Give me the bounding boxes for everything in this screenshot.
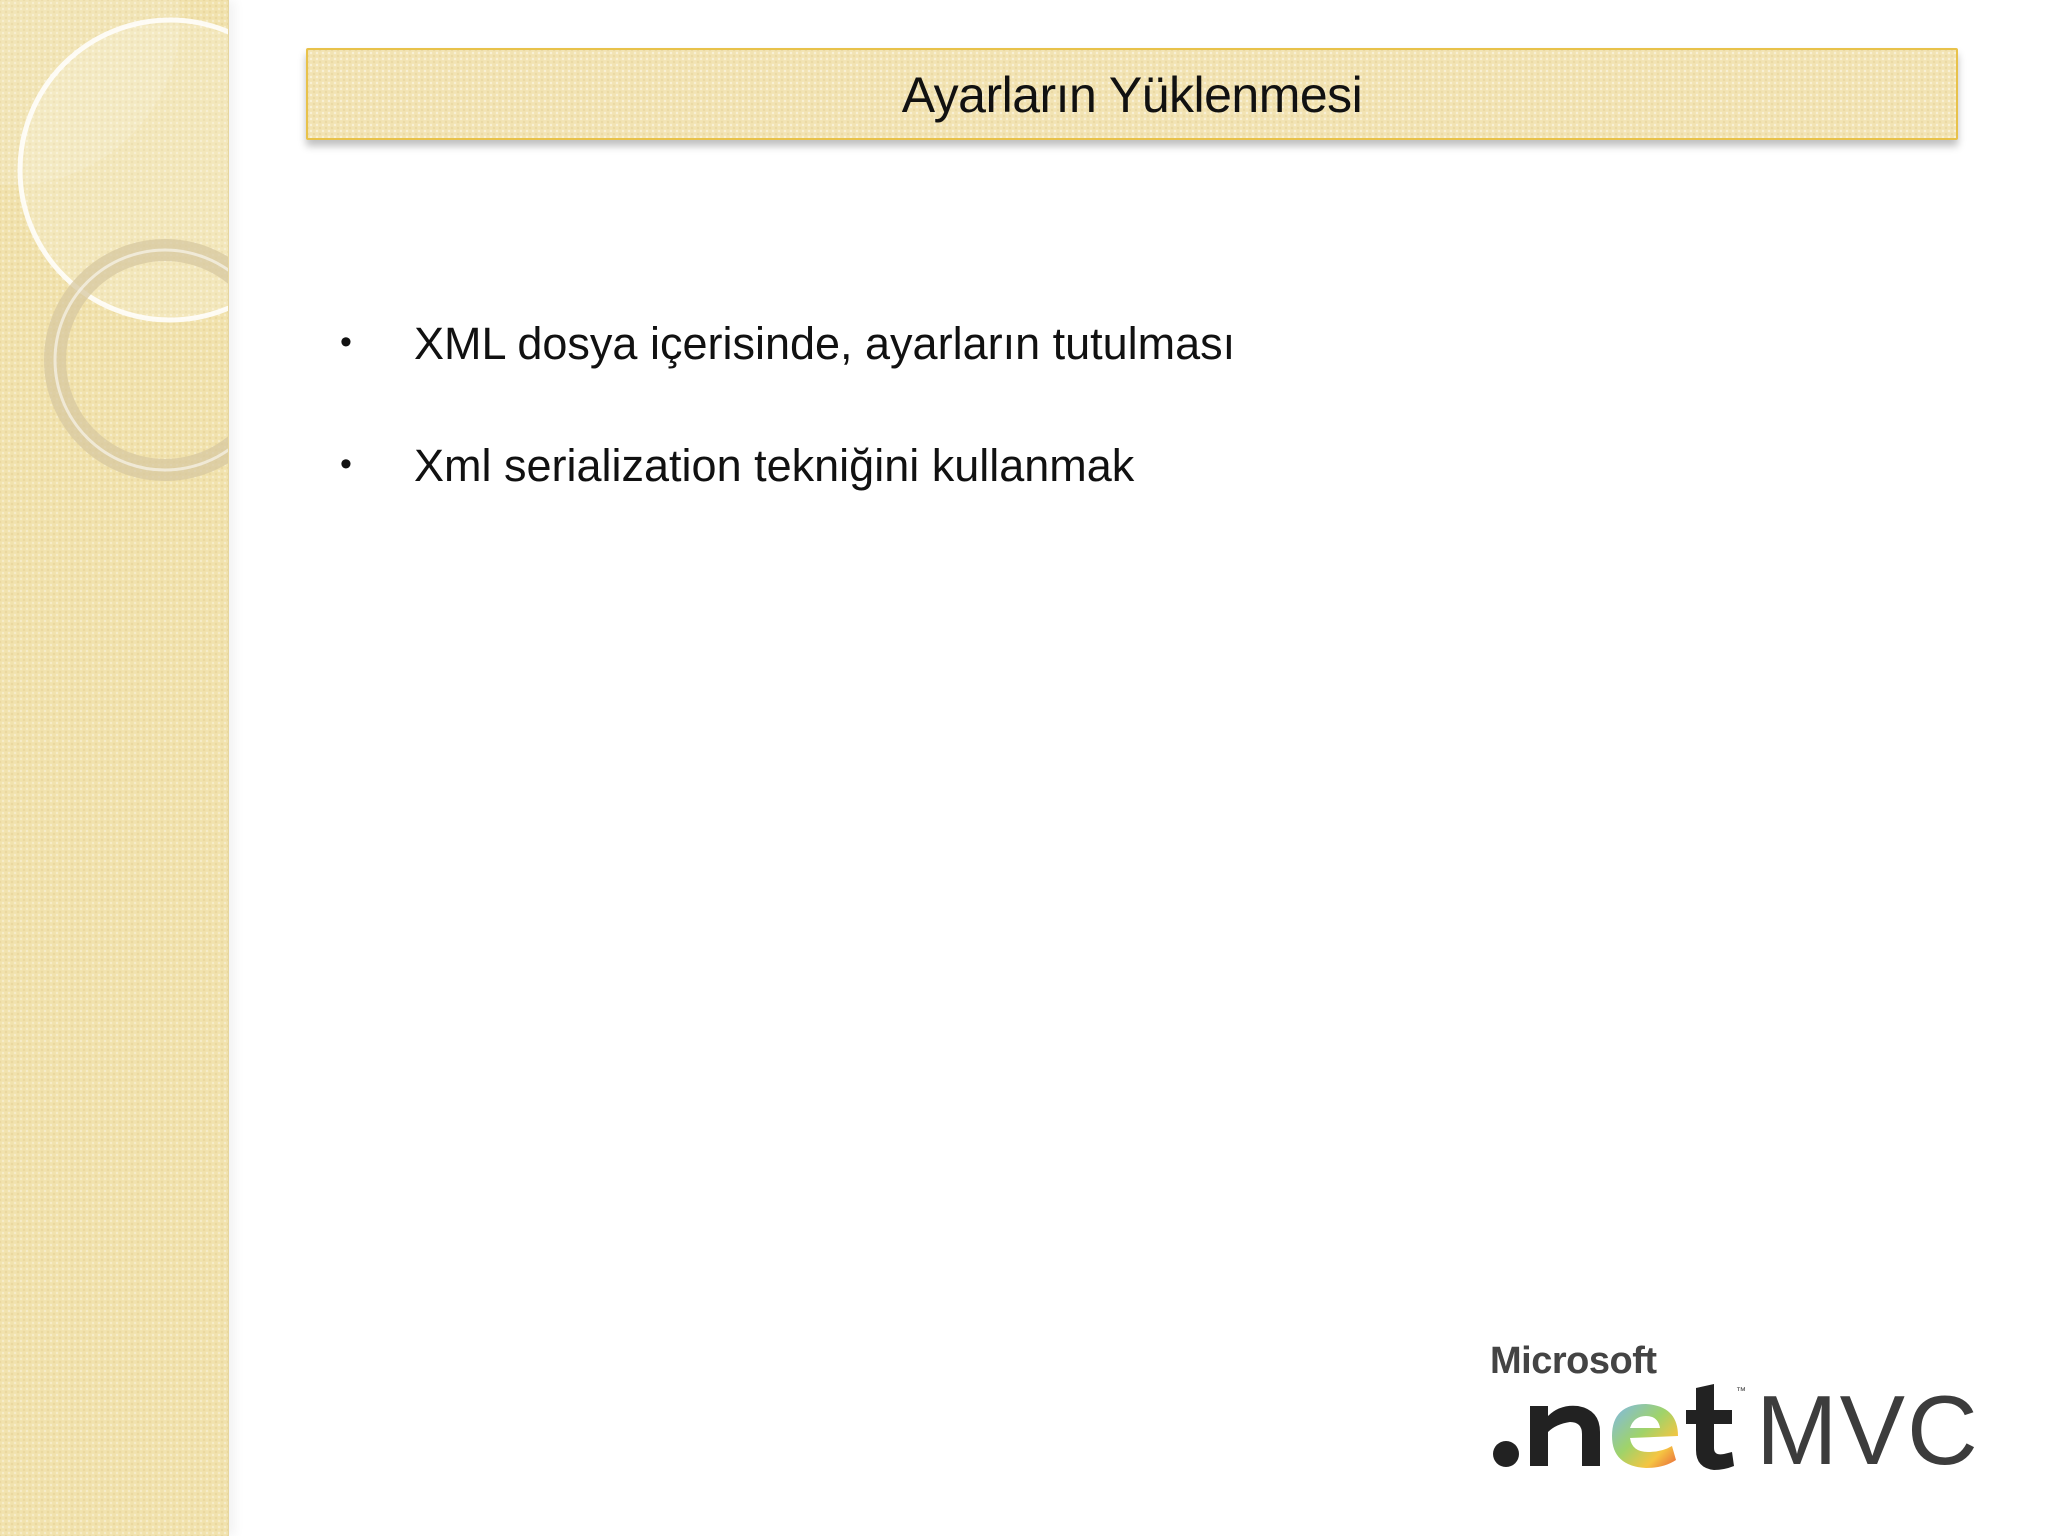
bullet-text: Xml serialization tekniğini kullanmak: [414, 440, 1135, 491]
microsoft-net-mvc-logo: [1486, 1330, 1986, 1485]
logo-microsoft-text: Microsoft: [1490, 1340, 1657, 1382]
decorative-side-band: [0, 0, 229, 1536]
bullet-item: [340, 318, 1235, 440]
logo-mvc-text: MVC: [1756, 1375, 1980, 1485]
bullet-icon: •: [340, 323, 352, 361]
slide-title: Ayarların Yüklenmesi: [901, 67, 1363, 123]
net-logo-icon: [1486, 1366, 1756, 1476]
svg-text:™: ™: [1736, 1386, 1746, 1397]
bullet-list: [340, 318, 1235, 562]
bullet-item: [340, 440, 1235, 562]
title-bar: [306, 48, 1958, 140]
decorative-circles-icon: [0, 0, 228, 520]
bullet-text: XML dosya içerisinde, ayarların tutulması: [414, 318, 1236, 369]
bullet-icon: •: [340, 445, 352, 483]
